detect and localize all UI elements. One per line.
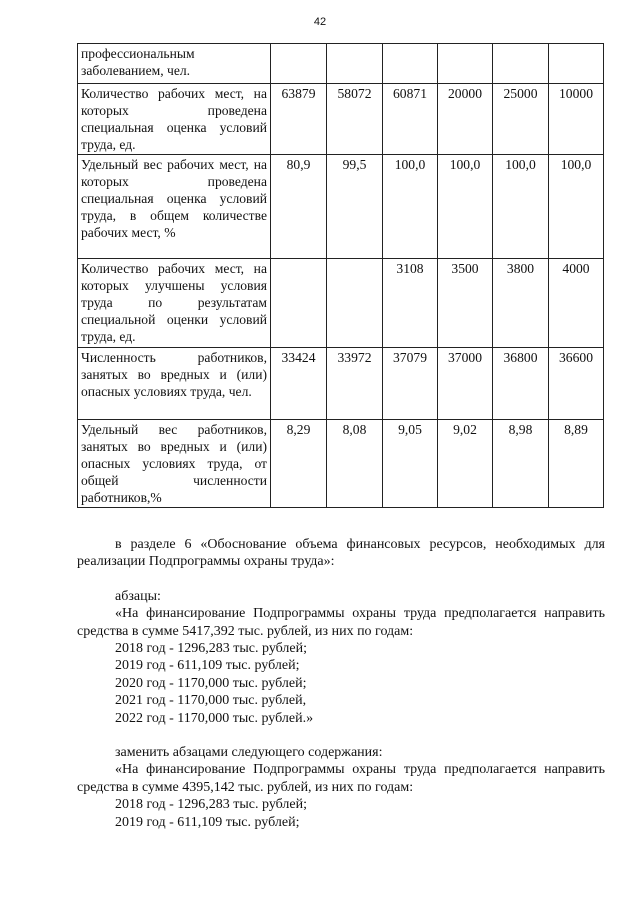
row-value: 36600 bbox=[549, 348, 604, 420]
row-value: 99,5 bbox=[327, 155, 383, 259]
paragraphs-label: абзацы: bbox=[115, 588, 161, 604]
table-row bbox=[78, 84, 604, 155]
old-year-line: 2018 год - 1296,283 тыс. рублей; bbox=[115, 641, 308, 657]
row-value: 100,0 bbox=[438, 155, 493, 259]
row-value bbox=[438, 44, 493, 84]
table-row bbox=[78, 44, 604, 84]
table-row bbox=[78, 155, 604, 259]
row-value: 37000 bbox=[438, 348, 493, 420]
row-label: Количество рабочих мест, на которых проведена специальная оценка условий труда, ед. bbox=[78, 84, 271, 155]
table-row bbox=[78, 420, 604, 508]
row-value: 37079 bbox=[383, 348, 438, 420]
replace-label: заменить абзацами следующего содержания: bbox=[115, 745, 383, 761]
row-value: 4000 bbox=[549, 259, 604, 348]
row-value: 80,9 bbox=[271, 155, 327, 259]
old-year-line: 2020 год - 1170,000 тыс. рублей; bbox=[115, 675, 307, 691]
row-value: 8,89 bbox=[549, 420, 604, 508]
row-label: профессиональным заболеванием, чел. bbox=[78, 44, 271, 84]
table-row bbox=[78, 259, 604, 348]
old-year-line: 2021 год - 1170,000 тыс. рублей, bbox=[115, 693, 307, 709]
row-value: 60871 bbox=[383, 84, 438, 155]
indicators-table bbox=[77, 43, 604, 508]
table-row bbox=[78, 348, 604, 420]
row-value: 58072 bbox=[327, 84, 383, 155]
row-value: 8,29 bbox=[271, 420, 327, 508]
row-value: 100,0 bbox=[383, 155, 438, 259]
row-value: 8,08 bbox=[327, 420, 383, 508]
row-value: 20000 bbox=[438, 84, 493, 155]
row-value bbox=[327, 259, 383, 348]
row-value: 33424 bbox=[271, 348, 327, 420]
row-value: 25000 bbox=[493, 84, 549, 155]
document-body bbox=[77, 536, 605, 831]
old-year-line: 2022 год - 1170,000 тыс. рублей.» bbox=[115, 710, 314, 726]
row-label: Удельный вес рабочих мест, на которых проведена специальная оценка условий труда, в общем количестве рабочих мест, % bbox=[78, 155, 271, 259]
old-block-intro: «На финансирование Подпрограммы охраны труда предполагается направить средства в сумме 5417,392 тыс. рублей, из них по годам: bbox=[77, 606, 605, 639]
row-value: 9,02 bbox=[438, 420, 493, 508]
row-value: 10000 bbox=[549, 84, 604, 155]
row-value bbox=[271, 259, 327, 348]
row-label: Удельный вес работников, занятых во вредных и (или) опасных условиях труда, от общей численности работников,% bbox=[78, 420, 271, 508]
row-value bbox=[549, 44, 604, 84]
page-number: 42 bbox=[313, 16, 327, 28]
row-value: 63879 bbox=[271, 84, 327, 155]
row-value bbox=[493, 44, 549, 84]
row-value bbox=[383, 44, 438, 84]
row-value bbox=[271, 44, 327, 84]
row-value: 8,98 bbox=[493, 420, 549, 508]
new-year-line: 2018 год - 1296,283 тыс. рублей; bbox=[115, 797, 308, 813]
section-intro: в разделе 6 «Обоснование объема финансовых ресурсов, необходимых для реализации Подпрограммы охраны труда»: bbox=[77, 537, 605, 570]
new-year-line: 2019 год - 611,109 тыс. рублей; bbox=[115, 814, 300, 830]
row-value: 3108 bbox=[383, 259, 438, 348]
row-label: Количество рабочих мест, на которых улучшены условия труда по результатам специальной оценки условий труда, ед. bbox=[78, 259, 271, 348]
row-value: 100,0 bbox=[493, 155, 549, 259]
row-value: 3800 bbox=[493, 259, 549, 348]
row-label: Численность работников, занятых во вредных и (или) опасных условиях труда, чел. bbox=[78, 348, 271, 420]
row-value: 36800 bbox=[493, 348, 549, 420]
row-value: 9,05 bbox=[383, 420, 438, 508]
new-block-intro: «На финансирование Подпрограммы охраны труда предполагается направить средства в сумме 4395,142 тыс. рублей, из них по годам: bbox=[77, 762, 605, 795]
row-value bbox=[327, 44, 383, 84]
old-year-line: 2019 год - 611,109 тыс. рублей; bbox=[115, 658, 300, 674]
row-value: 3500 bbox=[438, 259, 493, 348]
row-value: 100,0 bbox=[549, 155, 604, 259]
row-value: 33972 bbox=[327, 348, 383, 420]
